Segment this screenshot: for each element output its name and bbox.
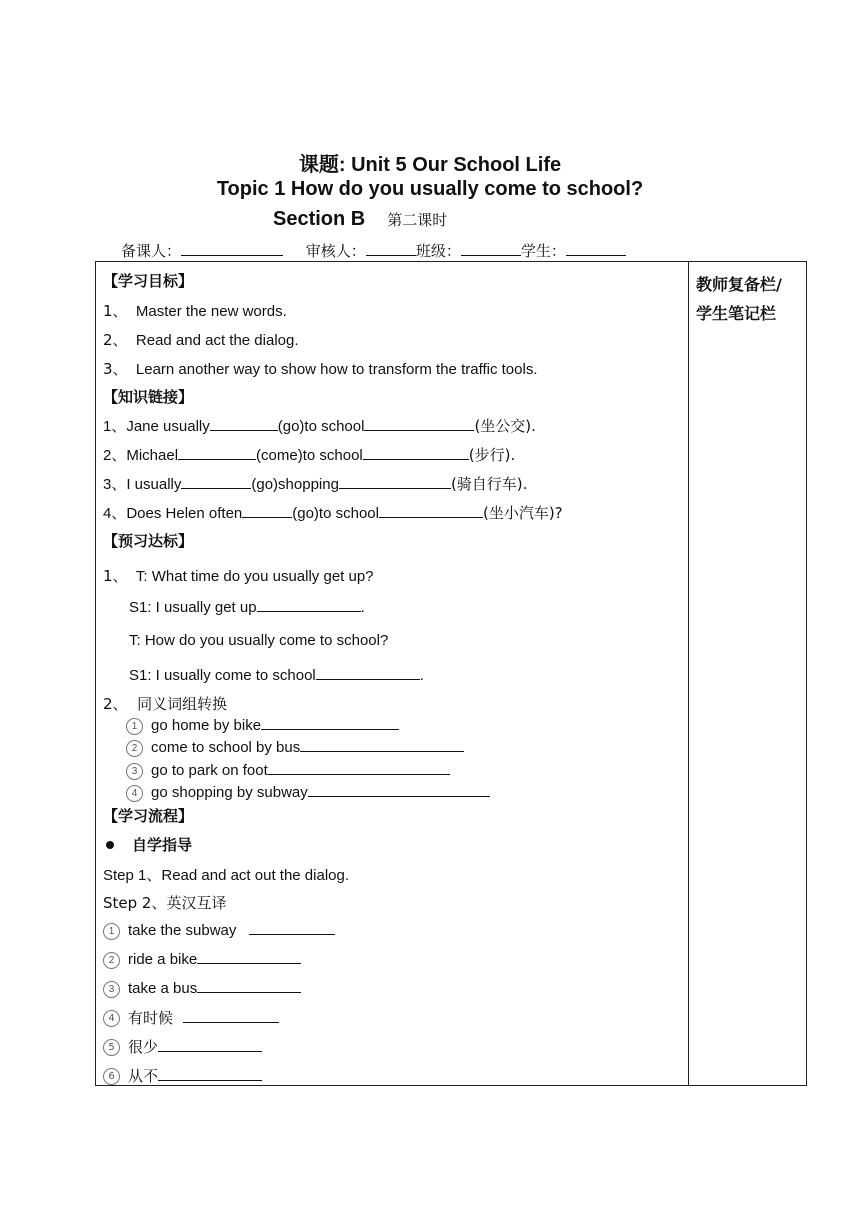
notes-column-header bbox=[696, 270, 782, 328]
self-study-heading: 自学指导 bbox=[103, 834, 192, 855]
section-title bbox=[273, 208, 447, 231]
answer-blank[interactable] bbox=[242, 504, 292, 518]
answer-blank[interactable] bbox=[261, 716, 399, 730]
answer-blank[interactable] bbox=[300, 738, 464, 752]
preview-q2-item: 1 go home by bike bbox=[126, 716, 399, 735]
worksheet-table bbox=[95, 261, 807, 1086]
reviewer-blank[interactable] bbox=[366, 241, 416, 256]
topic-title: Topic 1 How do you usually come to school? bbox=[216, 178, 644, 200]
student-label: 学生： bbox=[520, 242, 566, 260]
answer-blank[interactable] bbox=[308, 783, 490, 797]
answer-blank[interactable] bbox=[364, 417, 474, 431]
objective-item: 1、 Master the new words. bbox=[103, 302, 287, 320]
answer-blank[interactable] bbox=[178, 446, 256, 460]
class-label: 班级： bbox=[415, 242, 461, 260]
translate-item: 5 很少 bbox=[103, 1036, 262, 1057]
section-label: Section B bbox=[273, 208, 366, 230]
preview-heading: 【预习达标】 bbox=[103, 532, 194, 550]
translate-item: 6 从不 bbox=[103, 1065, 262, 1086]
student-blank[interactable] bbox=[566, 241, 626, 256]
answer-blank[interactable] bbox=[183, 1009, 279, 1023]
preview-q2-item: 3 go to park on foot bbox=[126, 761, 450, 780]
class-blank[interactable] bbox=[461, 241, 521, 256]
answer-blank[interactable] bbox=[249, 921, 335, 935]
circled-number-2: 2 bbox=[103, 952, 120, 969]
answer-blank[interactable] bbox=[158, 1038, 262, 1052]
answer-blank[interactable] bbox=[158, 1067, 262, 1081]
preview-q1-line: S1: I usually get up . bbox=[129, 599, 365, 616]
answer-blank[interactable] bbox=[210, 417, 278, 431]
translate-item: 1 take the subway bbox=[103, 921, 335, 940]
preview-q1-line: S1: I usually come to school . bbox=[129, 667, 424, 684]
objectives-heading: 【学习目标】 bbox=[103, 272, 194, 290]
preview-q2-item: 4 go shopping by subway bbox=[126, 783, 490, 802]
translate-item: 4 有时候 bbox=[103, 1007, 279, 1028]
translate-item: 3 take a bus bbox=[103, 979, 301, 998]
answer-blank[interactable] bbox=[363, 446, 469, 460]
step2: Step 2、英汉互译 bbox=[103, 894, 227, 912]
notes-header-line2: 学生笔记栏 bbox=[696, 304, 777, 323]
answer-blank[interactable] bbox=[339, 475, 451, 489]
answer-blank[interactable] bbox=[181, 475, 251, 489]
bullet-icon bbox=[106, 841, 114, 849]
answer-blank[interactable] bbox=[316, 666, 420, 680]
translate-item: 2 ride a bike bbox=[103, 950, 301, 969]
circled-number-4: 4 bbox=[103, 1010, 120, 1027]
preview-q2-title: 2、 同义词组转换 bbox=[103, 695, 228, 713]
answer-blank[interactable] bbox=[197, 979, 301, 993]
knowledge-heading: 【知识链接】 bbox=[103, 388, 194, 406]
knowledge-item: 4、Does Helen often (go)to school (坐小汽车)? bbox=[103, 504, 563, 522]
circled-number-1: 1 bbox=[126, 718, 143, 735]
circled-number-3: 3 bbox=[103, 981, 120, 998]
period-label: 第二课时 bbox=[387, 211, 448, 229]
circled-number-4: 4 bbox=[126, 785, 143, 802]
objective-item: 3、 Learn another way to show how to transform the traffic tools. bbox=[103, 360, 538, 378]
circled-number-6: 6 bbox=[103, 1068, 120, 1085]
preview-q1-line: T: How do you usually come to school? bbox=[129, 632, 389, 649]
process-heading: 【学习流程】 bbox=[103, 807, 194, 825]
notes-header-line1: 教师复备栏/ bbox=[696, 275, 782, 294]
answer-blank[interactable] bbox=[268, 761, 450, 775]
circled-number-1: 1 bbox=[103, 923, 120, 940]
preview-q1-line: 1、 T: What time do you usually get up? bbox=[103, 567, 374, 585]
preparer-label: 备课人： bbox=[121, 242, 182, 260]
preparer-blank[interactable] bbox=[181, 241, 283, 256]
meta-line bbox=[121, 240, 626, 261]
circled-number-2: 2 bbox=[126, 740, 143, 757]
circled-number-3: 3 bbox=[126, 763, 143, 780]
knowledge-item: 1、Jane usually (go)to school (坐公交). bbox=[103, 417, 536, 435]
answer-blank[interactable] bbox=[257, 598, 361, 612]
knowledge-item: 2、Michael (come)to school (步行). bbox=[103, 446, 516, 464]
objective-item: 2、 Read and act the dialog. bbox=[103, 331, 299, 349]
preview-q2-item: 2 come to school by bus bbox=[126, 738, 464, 757]
page-title: 课题: Unit 5 Our School Life bbox=[298, 154, 562, 176]
answer-blank[interactable] bbox=[379, 504, 483, 518]
answer-blank[interactable] bbox=[197, 950, 301, 964]
circled-number-5: 5 bbox=[103, 1039, 120, 1056]
reviewer-label: 审核人： bbox=[305, 242, 366, 260]
column-divider bbox=[688, 262, 689, 1085]
knowledge-item: 3、I usually (go)shopping (骑自行车). bbox=[103, 475, 528, 493]
step1: Step 1、Read and act out the dialog. bbox=[103, 867, 350, 884]
